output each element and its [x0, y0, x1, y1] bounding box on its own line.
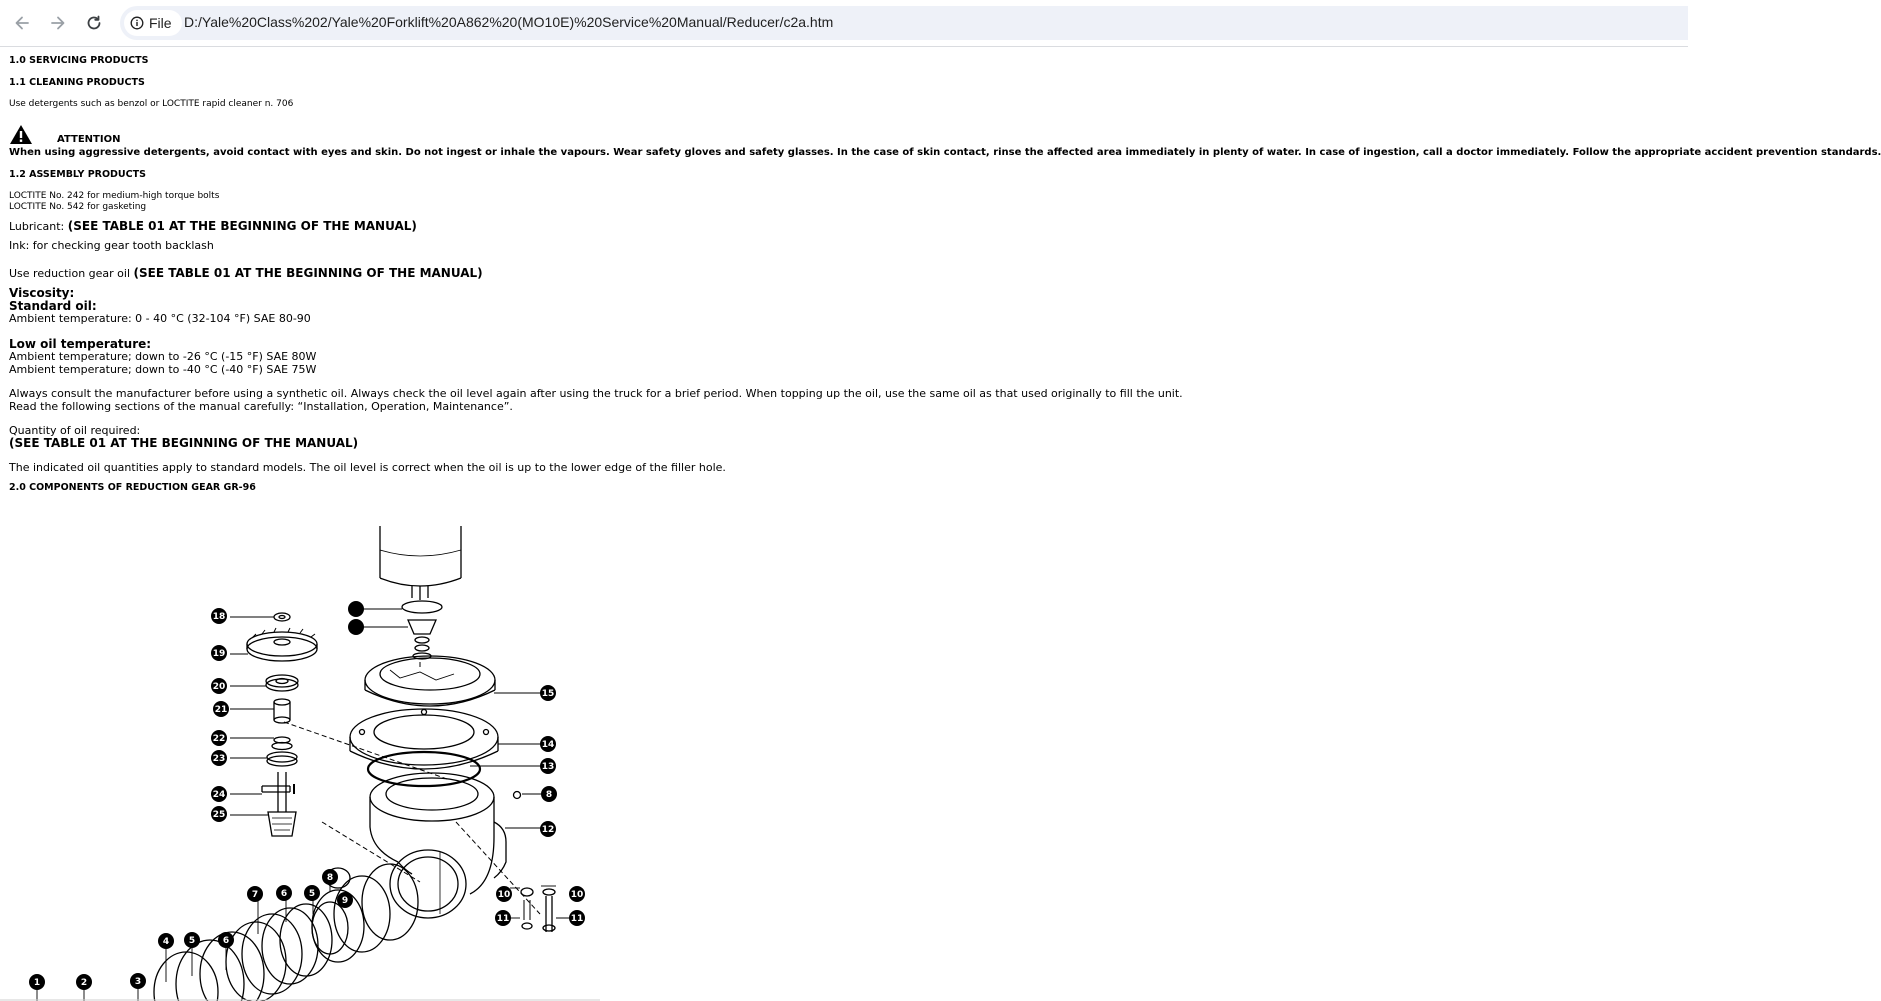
callout-blank-2	[348, 619, 364, 635]
callout-label: 8	[545, 790, 553, 800]
callout-18	[211, 608, 227, 624]
browser-toolbar	[0, 0, 1688, 47]
callout-2	[76, 974, 92, 990]
info-icon	[130, 16, 144, 30]
lubricant-label: Lubricant:	[9, 220, 68, 233]
quantity-label: Quantity of oil required:	[9, 424, 141, 437]
chip-label: File	[149, 15, 172, 31]
callout-11	[495, 910, 511, 926]
callout-label: 20	[212, 682, 226, 692]
callout-25	[211, 806, 227, 822]
callout-label: 1	[33, 978, 41, 988]
callout-1	[29, 974, 45, 990]
reload-icon	[85, 14, 103, 32]
callout-blank-1	[348, 601, 364, 617]
callout-label: 23	[212, 754, 226, 764]
callout-label: 18	[212, 612, 226, 622]
callout-label: 12	[541, 825, 555, 835]
standard-oil-temp: Ambient temperature: 0 - 40 °C (32-104 °F) SAE 80-90	[9, 312, 311, 325]
callout-label: 8	[326, 873, 334, 883]
callout-12	[540, 821, 556, 837]
callout-label: 2	[80, 978, 88, 988]
callout-label: 25	[212, 810, 226, 820]
callout-5	[184, 932, 200, 948]
callout-label: 10	[570, 890, 584, 900]
callout-22	[211, 730, 227, 746]
low-oil-temp-1: Ambient temperature; down to -26 °C (-15 °F) SAE 80W	[9, 350, 317, 363]
heading-assembly-products: 1.2 ASSEMBLY PRODUCTS	[9, 169, 146, 180]
callout-label: 4	[162, 937, 170, 947]
heading-servicing-products: 1.0 SERVICING PRODUCTS	[9, 55, 149, 66]
callout-14	[540, 736, 556, 752]
callout-4	[158, 933, 174, 949]
callout-label: 7	[251, 890, 259, 900]
callout-label: 5	[308, 889, 316, 899]
callout-11b	[569, 910, 585, 926]
callout-9	[337, 892, 353, 908]
callout-label: 22	[212, 734, 226, 744]
callout-24	[211, 786, 227, 802]
callout-label: 11	[570, 914, 584, 924]
callout-6b	[276, 885, 292, 901]
callout-23	[211, 750, 227, 766]
callout-6	[218, 932, 234, 948]
attention-label: ATTENTION	[57, 134, 121, 145]
oil-ref: (SEE TABLE 01 AT THE BEGINNING OF THE MANUAL)	[133, 266, 483, 280]
callout-13	[540, 758, 556, 774]
oil-line	[9, 262, 483, 281]
callout-8	[322, 869, 338, 885]
viscosity-label: Viscosity:	[9, 286, 75, 300]
callout-label: 6	[222, 936, 230, 946]
callout-label: 13	[541, 762, 555, 772]
lubricant-ref: (SEE TABLE 01 AT THE BEGINNING OF THE MANUAL)	[67, 219, 417, 233]
callout-19	[211, 645, 227, 661]
address-bar[interactable]	[120, 6, 1688, 40]
attention-text: When using aggressive detergents, avoid contact with eyes and skin. Do not ingest or inhale the vapours. Wear safety gloves and safety glasses. In the case of skin contact, rinse the affected area immediately in plenty of water. In case of ingestion, call a doctor immediately. Follow the appropriate accident prevention standards.	[9, 147, 1881, 158]
site-info-chip[interactable]	[124, 10, 182, 36]
consult-text-2: Read the following sections of the manual carefully: “Installation, Operation, Maintenance”.	[9, 400, 513, 413]
callout-10	[496, 886, 512, 902]
callout-label: 24	[212, 790, 226, 800]
callout-5b	[304, 885, 320, 901]
cleaning-text: Use detergents such as benzol or LOCTITE rapid cleaner n. 706	[9, 99, 294, 109]
callout-3	[130, 973, 146, 989]
callout-label: 14	[541, 740, 555, 750]
callout-list	[29, 601, 585, 990]
heading-cleaning-products: 1.1 CLEANING PRODUCTS	[9, 77, 145, 88]
consult-text-1: Always consult the manufacturer before using a synthetic oil. Always check the oil level again after using the truck for a brief period. When topping up the oil, use the same oil as that used originally to fill the unit.	[9, 387, 1183, 400]
callout-label: 15	[541, 689, 555, 699]
callout-label: 21	[214, 705, 228, 715]
callout-label: 6	[280, 889, 288, 899]
back-button[interactable]	[10, 11, 34, 35]
low-oil-label: Low oil temperature:	[9, 337, 152, 351]
indicated-text: The indicated oil quantities apply to standard models. The oil level is correct when the oil is up to the lower edge of the filler hole.	[9, 461, 726, 474]
callout-label: 5	[188, 936, 196, 946]
reload-button[interactable]	[82, 11, 106, 35]
callout-8b	[541, 786, 557, 802]
loctite-242: LOCTITE No. 242 for medium-high torque bolts	[9, 191, 220, 201]
warning-triangle-icon	[9, 124, 33, 145]
callout-label: 19	[212, 649, 226, 659]
attention-block	[9, 124, 1609, 148]
callout-15	[540, 685, 556, 701]
callout-label: 10	[497, 890, 511, 900]
callout-label: 3	[134, 977, 142, 987]
url-text[interactable]: D:/Yale%20Class%202/Yale%20Forklift%20A862%20(MO10E)%20Service%20Manual/Reducer/c2a.htm	[184, 14, 834, 30]
loctite-542: LOCTITE No. 542 for gasketing	[9, 202, 147, 212]
ink-text: Ink: for checking gear tooth backlash	[9, 239, 214, 252]
forward-button[interactable]	[46, 11, 70, 35]
low-oil-temp-2: Ambient temperature; down to -40 °C (-40 °F) SAE 75W	[9, 363, 317, 376]
callout-7	[247, 886, 263, 902]
callout-21	[213, 701, 229, 717]
arrow-right-icon	[49, 14, 67, 32]
oil-label: Use reduction gear oil	[9, 267, 134, 280]
callout-label: 9	[341, 896, 349, 906]
callout-20	[211, 678, 227, 694]
heading-components: 2.0 COMPONENTS OF REDUCTION GEAR GR-96	[9, 482, 256, 493]
standard-oil-label: Standard oil:	[9, 299, 97, 313]
lubricant-line	[9, 215, 417, 234]
callout-10b	[569, 886, 585, 902]
quantity-ref: (SEE TABLE 01 AT THE BEGINNING OF THE MANUAL)	[9, 436, 359, 450]
callout-label: 11	[496, 914, 510, 924]
reduction-gear-exploded-diagram	[0, 522, 600, 1001]
arrow-left-icon	[13, 14, 31, 32]
